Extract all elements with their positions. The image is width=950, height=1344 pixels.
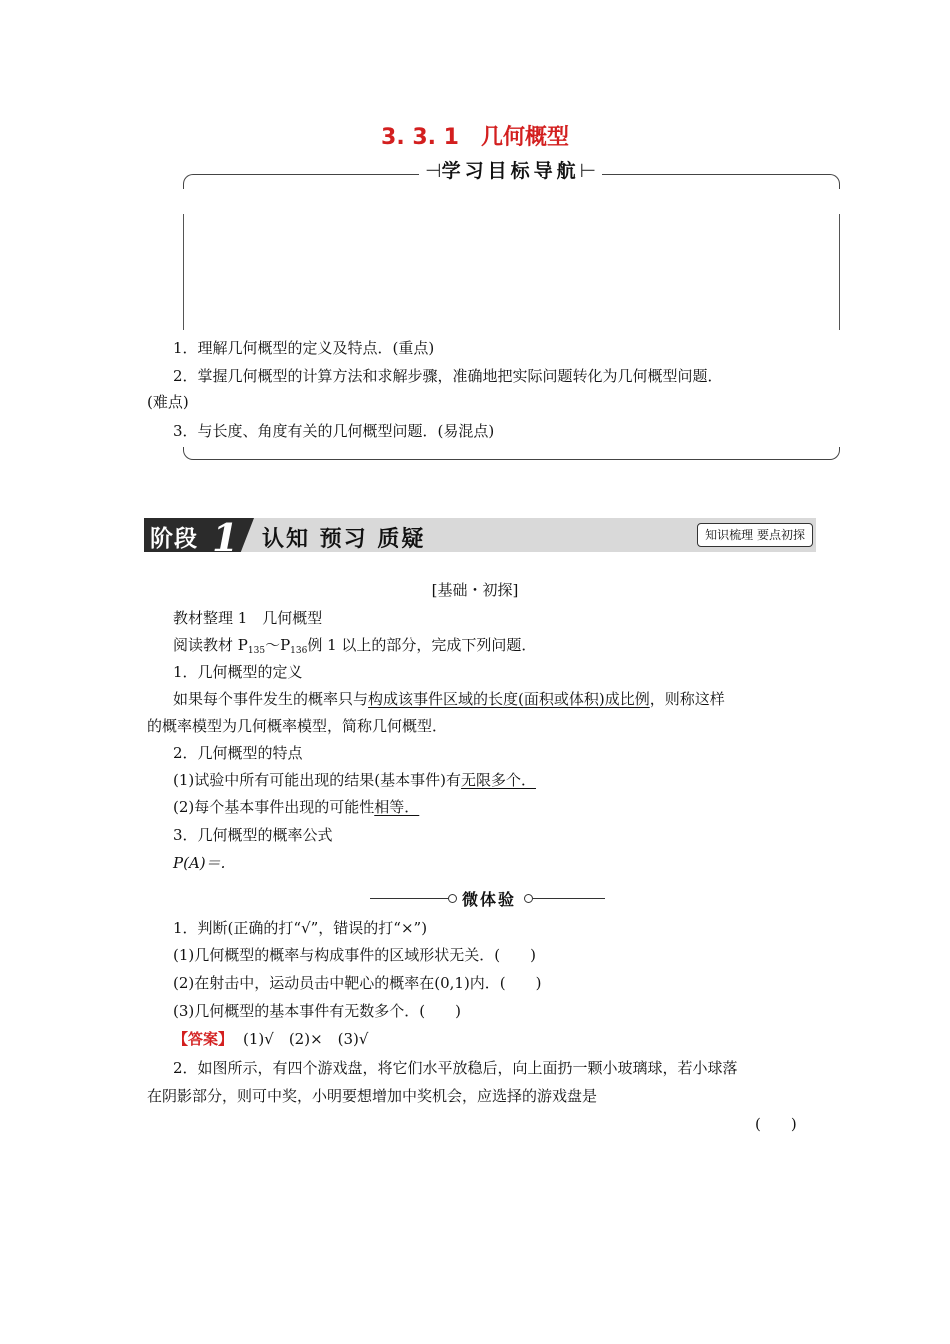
feature-1	[173, 770, 536, 790]
practice-label: 微体验	[462, 890, 517, 909]
stage-title: 认知 预习 质疑	[262, 527, 426, 552]
stage-word: 阶段	[150, 526, 198, 552]
read-page-start: 135	[247, 646, 266, 656]
answer-text: (1)√ (2)× (3)√	[243, 1030, 369, 1048]
formula: P(A)＝.	[173, 854, 226, 872]
divider-dot-left	[448, 894, 457, 903]
feature-2-blank: 相等．	[374, 798, 420, 816]
objective-item-2: 2．掌握几何概型的计算方法和求解步骤，准确地把实际问题转化为几何概型问题．	[173, 367, 723, 385]
answer-line	[173, 1029, 368, 1049]
definition-line-1	[173, 689, 725, 709]
features-heading: 2．几何概型的特点	[173, 744, 303, 762]
stage-number: 1	[212, 515, 239, 560]
objective-item-3: 3．与长度、角度有关的几何概型问题．(易混点)	[173, 422, 495, 440]
objectives-box	[183, 160, 840, 460]
definition-line-2: 的概率模型为几何概率模型，简称几何概型．	[147, 717, 448, 735]
objectives-header-text: 学习目标导航	[441, 160, 580, 182]
def-pre: 如果每个事件发生的概率只与	[173, 690, 369, 708]
divider-line-left	[370, 898, 448, 899]
read-mid: ～P	[265, 636, 291, 654]
definition-heading: 1．几何概型的定义	[173, 663, 303, 681]
objectives-header: ⊣学习目标导航⊢	[419, 156, 602, 183]
question-1: 1．判断(正确的打“√”，错误的打“×”)	[173, 919, 428, 937]
objective-item-1: 1．理解几何概型的定义及特点．(重点)	[173, 339, 435, 357]
objectives-box-left-border	[183, 214, 184, 330]
divider-line-right	[533, 898, 605, 899]
question-1-3: (3)几何概型的基本事件有无数多个．( )	[173, 1002, 461, 1020]
question-2-answer-paren: ( )	[755, 1115, 797, 1133]
question-1-1: (1)几何概型的概率与构成事件的区域形状无关．( )	[173, 946, 536, 964]
formula-heading: 3．几何概型的概率公式	[173, 826, 333, 844]
objectives-box-right-border	[839, 214, 840, 330]
feature-1-text: (1)试验中所有可能出现的结果(基本事件)有	[173, 771, 461, 789]
answer-label: 【答案】	[173, 1030, 234, 1048]
question-2-line-1: 2．如图所示，有四个游戏盘，将它们水平放稳后，向上面扔一颗小玻璃球，若小球落	[173, 1059, 738, 1077]
read-page-end: 136	[290, 646, 308, 656]
feature-2-text: (2)每个基本事件出现的可能性	[173, 798, 375, 816]
practice-divider	[370, 886, 605, 910]
feature-1-blank: 无限多个．	[460, 771, 536, 789]
def-post: ，则称这样	[649, 690, 725, 708]
objectives-box-bottom-border	[183, 447, 840, 460]
question-1-2: (2)在射击中，运动员击中靶心的概率在(0,1)内．( )	[173, 974, 542, 992]
material-heading: 教材整理 1 几何概型	[173, 609, 323, 627]
read-prefix: 阅读教材 P	[173, 636, 248, 654]
material-read-line	[173, 635, 536, 661]
stage-tag: 知识梳理 要点初探	[697, 523, 813, 547]
question-2-line-2: 在阴影部分，则可中奖，小明要想增加中奖机会，应选择的游戏盘是	[147, 1087, 598, 1105]
feature-2	[173, 797, 419, 817]
objective-item-2-cont: (难点)	[147, 393, 189, 411]
page-title: 3. 3. 1 几何概型	[381, 125, 569, 150]
def-blank: 构成该事件区域的长度(面积或体积)成比例	[368, 690, 650, 708]
divider-dot-right	[524, 894, 533, 903]
stage-banner	[144, 515, 816, 560]
section-tag: [基础・初探]	[431, 581, 519, 599]
read-suffix: 例 1 以上的部分，完成下列问题．	[307, 636, 537, 654]
